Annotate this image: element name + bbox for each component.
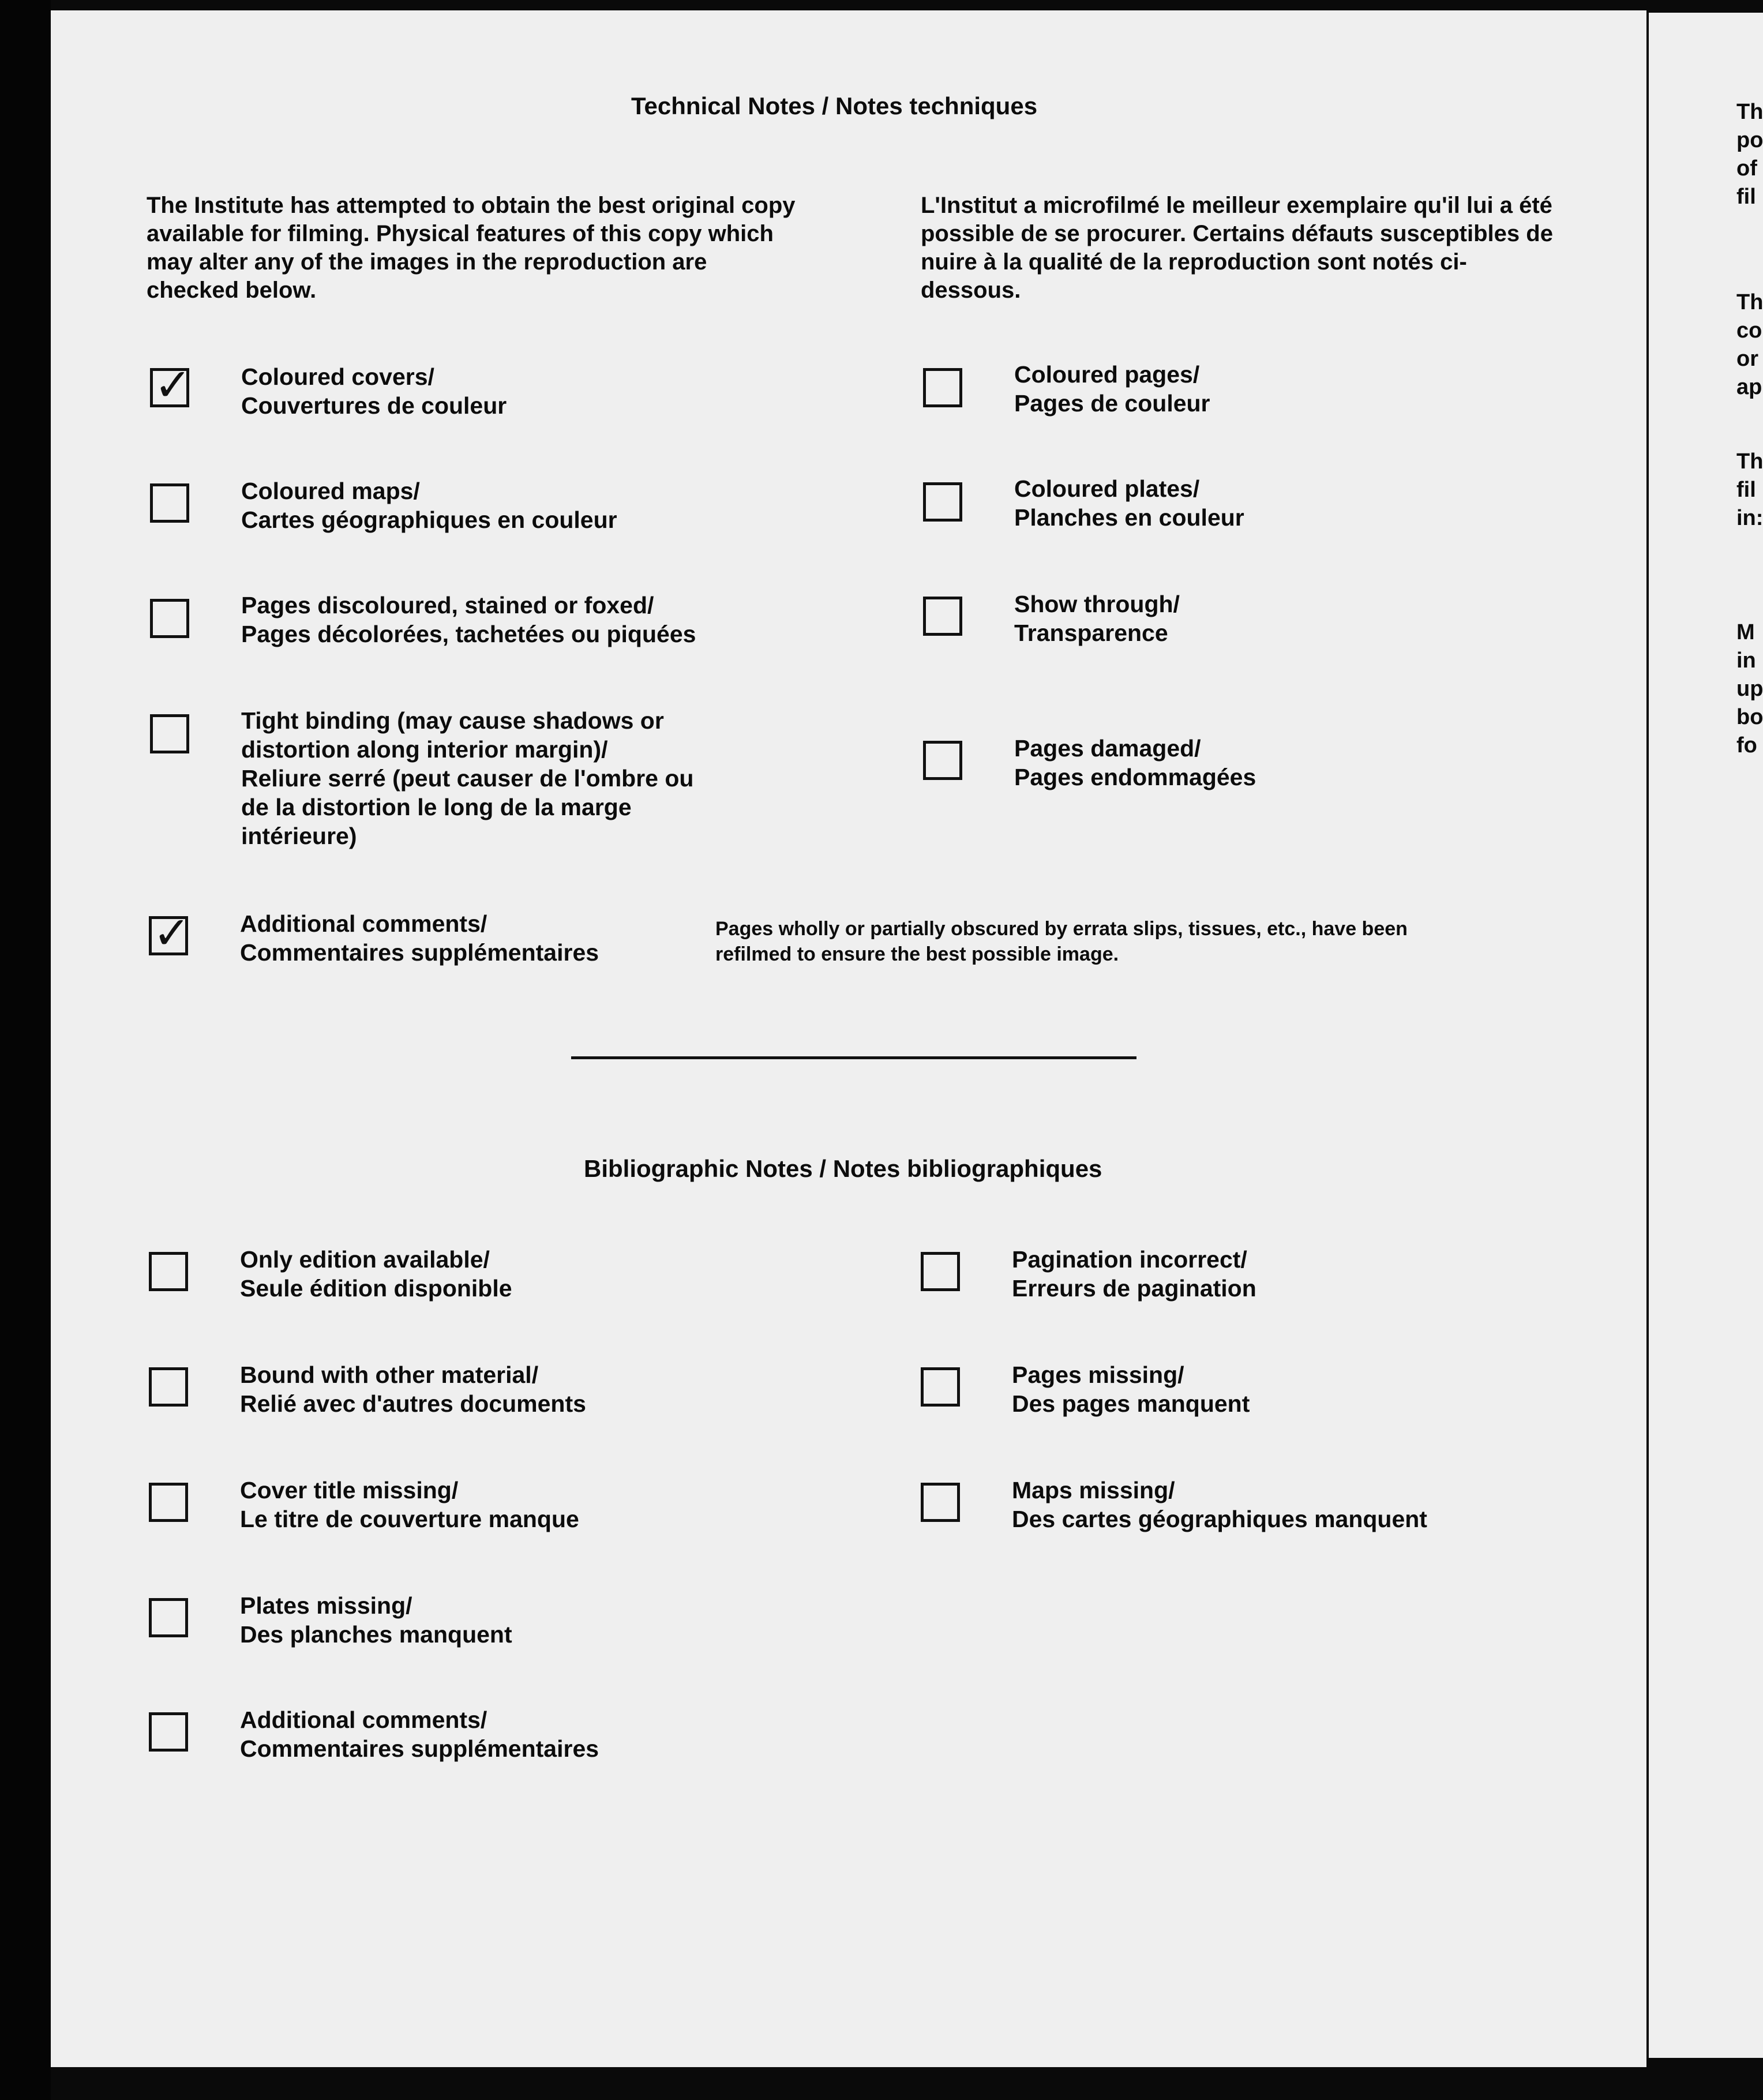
additional-comments-text bbox=[715, 916, 1523, 967]
label-fr: Commentaires supplémentaires bbox=[240, 1735, 599, 1762]
label-fr: Planches en couleur bbox=[1014, 504, 1244, 531]
pages-damaged-label bbox=[1014, 734, 1256, 792]
label-en: Additional comments/ bbox=[240, 910, 487, 937]
checkmark-icon: ✓ bbox=[154, 359, 192, 411]
form-sheet bbox=[51, 10, 1646, 2067]
label-en: Only edition available/ bbox=[240, 1246, 490, 1273]
label-en: Coloured maps/ bbox=[241, 478, 420, 504]
label-en: Maps missing/ bbox=[1012, 1477, 1175, 1503]
fragment-line: co bbox=[1736, 318, 1762, 343]
fragment-line: Th bbox=[1736, 100, 1763, 124]
label-en: Pages missing/ bbox=[1012, 1362, 1184, 1388]
fragment-line: Th bbox=[1736, 290, 1763, 314]
fragment-line: bo bbox=[1736, 705, 1763, 729]
fragment-line: M bbox=[1736, 620, 1755, 644]
show-through-label bbox=[1014, 590, 1180, 647]
coloured-pages-checkbox[interactable] bbox=[923, 368, 962, 407]
fragment-line: fil bbox=[1736, 185, 1756, 209]
pagination-incorrect-label bbox=[1012, 1245, 1256, 1303]
section-divider bbox=[571, 1056, 1136, 1059]
plates-missing-checkbox[interactable] bbox=[149, 1598, 188, 1637]
label-fr-2: de la distortion le long de la marge bbox=[241, 794, 632, 820]
fragment-line: fo bbox=[1736, 733, 1757, 757]
tight-binding-checkbox[interactable] bbox=[150, 714, 189, 753]
bibliographic-notes-heading: Bibliographic Notes / Notes bibliographiques bbox=[584, 1155, 1102, 1182]
cover-title-missing-label bbox=[240, 1476, 579, 1533]
coloured-plates-label bbox=[1014, 474, 1244, 532]
fragment-line: up bbox=[1736, 677, 1763, 701]
comment-line-2: refilmed to ensure the best possible image. bbox=[715, 943, 1119, 965]
comment-line-1: Pages wholly or partially obscured by errata slips, tissues, etc., have been bbox=[715, 918, 1408, 940]
fragment-line: po bbox=[1736, 128, 1763, 152]
label-en: Pages discoloured, stained or foxed/ bbox=[241, 592, 654, 618]
label-en: Coloured plates/ bbox=[1014, 475, 1200, 502]
checkmark-icon: ✓ bbox=[153, 907, 191, 959]
scan-left-edge bbox=[0, 0, 51, 2100]
pages-missing-label bbox=[1012, 1360, 1250, 1418]
label-fr: Pages de couleur bbox=[1014, 390, 1210, 417]
label-en: Cover title missing/ bbox=[240, 1477, 459, 1503]
label-fr: Le titre de couverture manque bbox=[240, 1506, 579, 1532]
label-fr: Commentaires supplémentaires bbox=[240, 939, 599, 966]
label-en: Coloured covers/ bbox=[241, 363, 434, 390]
maps-missing-checkbox[interactable] bbox=[921, 1483, 960, 1522]
coloured-maps-label bbox=[241, 477, 617, 534]
bibliographic-additional-comments-label bbox=[240, 1705, 599, 1763]
only-edition-label bbox=[240, 1245, 512, 1303]
label-fr-3: intérieure) bbox=[241, 823, 357, 849]
adjacent-page-strip bbox=[1649, 13, 1763, 2058]
coloured-pages-label bbox=[1014, 360, 1210, 418]
pages-discoloured-checkbox[interactable] bbox=[150, 599, 189, 638]
intro-english: The Institute has attempted to obtain the best original copy available for filming. Physical features of this copy which may alter any of the images in the reproduction are checked below. bbox=[147, 193, 796, 303]
label-en: Additional comments/ bbox=[240, 1707, 487, 1733]
label-en: Show through/ bbox=[1014, 591, 1180, 617]
maps-missing-label bbox=[1012, 1476, 1427, 1533]
pagination-incorrect-checkbox[interactable] bbox=[921, 1252, 960, 1291]
label-en: Pagination incorrect/ bbox=[1012, 1246, 1247, 1273]
bibliographic-additional-comments-checkbox[interactable] bbox=[149, 1712, 188, 1752]
show-through-checkbox[interactable] bbox=[923, 597, 962, 636]
fragment-line: in bbox=[1736, 648, 1756, 673]
tight-binding-label bbox=[241, 706, 693, 850]
bound-with-checkbox[interactable] bbox=[149, 1367, 188, 1407]
intro-french: L'Institut a microfilmé le meilleur exemplaire qu'il lui a été possible de se procurer. Certains défauts susceptibles de nuire à la qualité de la reproduction sont notés ci-dessous. bbox=[921, 193, 1553, 303]
coloured-maps-checkbox[interactable] bbox=[150, 483, 189, 523]
cover-title-missing-checkbox[interactable] bbox=[149, 1483, 188, 1522]
fragment-line: in: bbox=[1736, 506, 1763, 530]
coloured-covers-checkbox[interactable] bbox=[150, 359, 192, 411]
label-fr: Seule édition disponible bbox=[240, 1275, 512, 1302]
bound-with-label bbox=[240, 1360, 586, 1418]
label-en: Pages damaged/ bbox=[1014, 735, 1201, 762]
label-en: Plates missing/ bbox=[240, 1592, 412, 1619]
label-en-1: Tight binding (may cause shadows or bbox=[241, 707, 664, 734]
label-fr: Couvertures de couleur bbox=[241, 392, 507, 419]
technical-additional-comments-checkbox[interactable] bbox=[149, 907, 191, 959]
coloured-plates-checkbox[interactable] bbox=[923, 482, 962, 522]
pages-missing-checkbox[interactable] bbox=[921, 1367, 960, 1407]
label-fr: Des planches manquent bbox=[240, 1621, 512, 1648]
label-en-2: distortion along interior margin)/ bbox=[241, 736, 608, 763]
pages-discoloured-label bbox=[241, 591, 696, 648]
technical-additional-comments-label bbox=[240, 909, 599, 967]
fragment-line: of bbox=[1736, 156, 1757, 181]
plates-missing-label bbox=[240, 1591, 512, 1649]
fragment-line: fil bbox=[1736, 478, 1756, 502]
fragment-line: Th bbox=[1736, 449, 1763, 474]
label-fr: Cartes géographiques en couleur bbox=[241, 507, 617, 533]
pages-damaged-checkbox[interactable] bbox=[923, 741, 962, 780]
technical-notes-heading: Technical Notes / Notes techniques bbox=[631, 92, 1038, 119]
label-fr: Des pages manquent bbox=[1012, 1390, 1250, 1417]
only-edition-checkbox[interactable] bbox=[149, 1252, 188, 1291]
label-fr-1: Reliure serré (peut causer de l'ombre ou bbox=[241, 765, 694, 792]
fragment-line: or bbox=[1736, 347, 1758, 371]
label-en: Bound with other material/ bbox=[240, 1362, 539, 1388]
label-fr: Pages décolorées, tachetées ou piquées bbox=[241, 621, 696, 647]
label-fr: Pages endommagées bbox=[1014, 764, 1256, 790]
label-fr: Relié avec d'autres documents bbox=[240, 1390, 586, 1417]
label-fr: Des cartes géographiques manquent bbox=[1012, 1506, 1427, 1532]
label-fr: Transparence bbox=[1014, 620, 1168, 646]
label-fr: Erreurs de pagination bbox=[1012, 1275, 1256, 1302]
coloured-covers-label bbox=[241, 362, 507, 420]
fragment-line: ap bbox=[1736, 375, 1762, 399]
label-en: Coloured pages/ bbox=[1014, 361, 1200, 388]
